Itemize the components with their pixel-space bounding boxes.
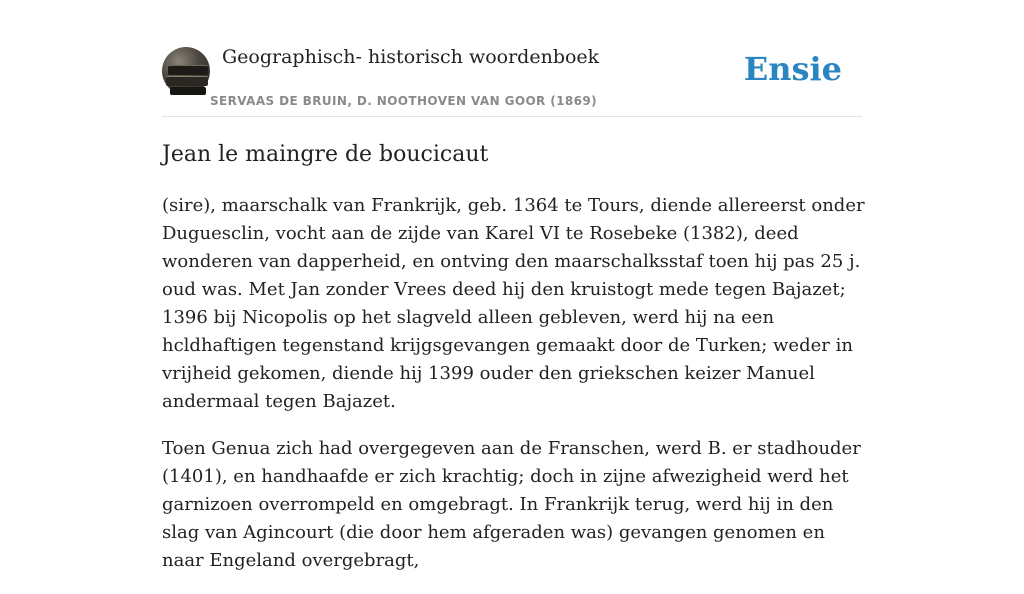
- book-authors: SERVAAS DE BRUIN, D. NOOTHOVEN VAN GOOR (1869): [210, 94, 598, 108]
- ensie-logo[interactable]: Ensie: [743, 50, 842, 88]
- entry-paragraph: Toen Genua zich had overgegeven aan de Franschen, werd B. er stadhouder (1401), en handhaafde er zich krachtig; doch in zijne afwezigheid werd het garnizoen overrompeld en omgebragt. In Frankrijk terug, werd hij in den slag van Agincourt (die door hem afgeraden was) gevangen genomen en naar Engeland overgebragt,: [162, 438, 861, 571]
- book-header: [162, 40, 862, 117]
- book-cover-icon[interactable]: [162, 47, 210, 95]
- entry-paragraph: (sire), maarschalk van Frankrijk, geb. 1364 te Tours, diende allereerst onder Duguesclin, vocht aan de zijde van Karel VI te Rosebeke (1382), deed wonderen van dapperheid, en ontving den maarschalksstaf toen hij pas 25 j. oud was. Met Jan zonder Vrees deed hij den kruistogt mede tegen Bajazet; 1396 bij Nicopolis op het slagveld alleen gebleven, werd hij na een hcldhaftigen tegenstand krijgsgevangen gemaakt door de Turken; weder in vrijheid gekomen, diende hij 1399 ouder den griekschen keizer Manuel andermaal tegen Bajazet.: [162, 195, 865, 412]
- book-spine-icon: [170, 87, 206, 95]
- entry-article: [162, 138, 866, 594]
- book-spine-icon: [168, 65, 208, 75]
- book-spine-icon: [166, 76, 208, 86]
- book-title[interactable]: Geographisch- historisch woordenboek: [222, 46, 600, 68]
- entry-title: Jean le maingre de boucicaut: [162, 142, 489, 167]
